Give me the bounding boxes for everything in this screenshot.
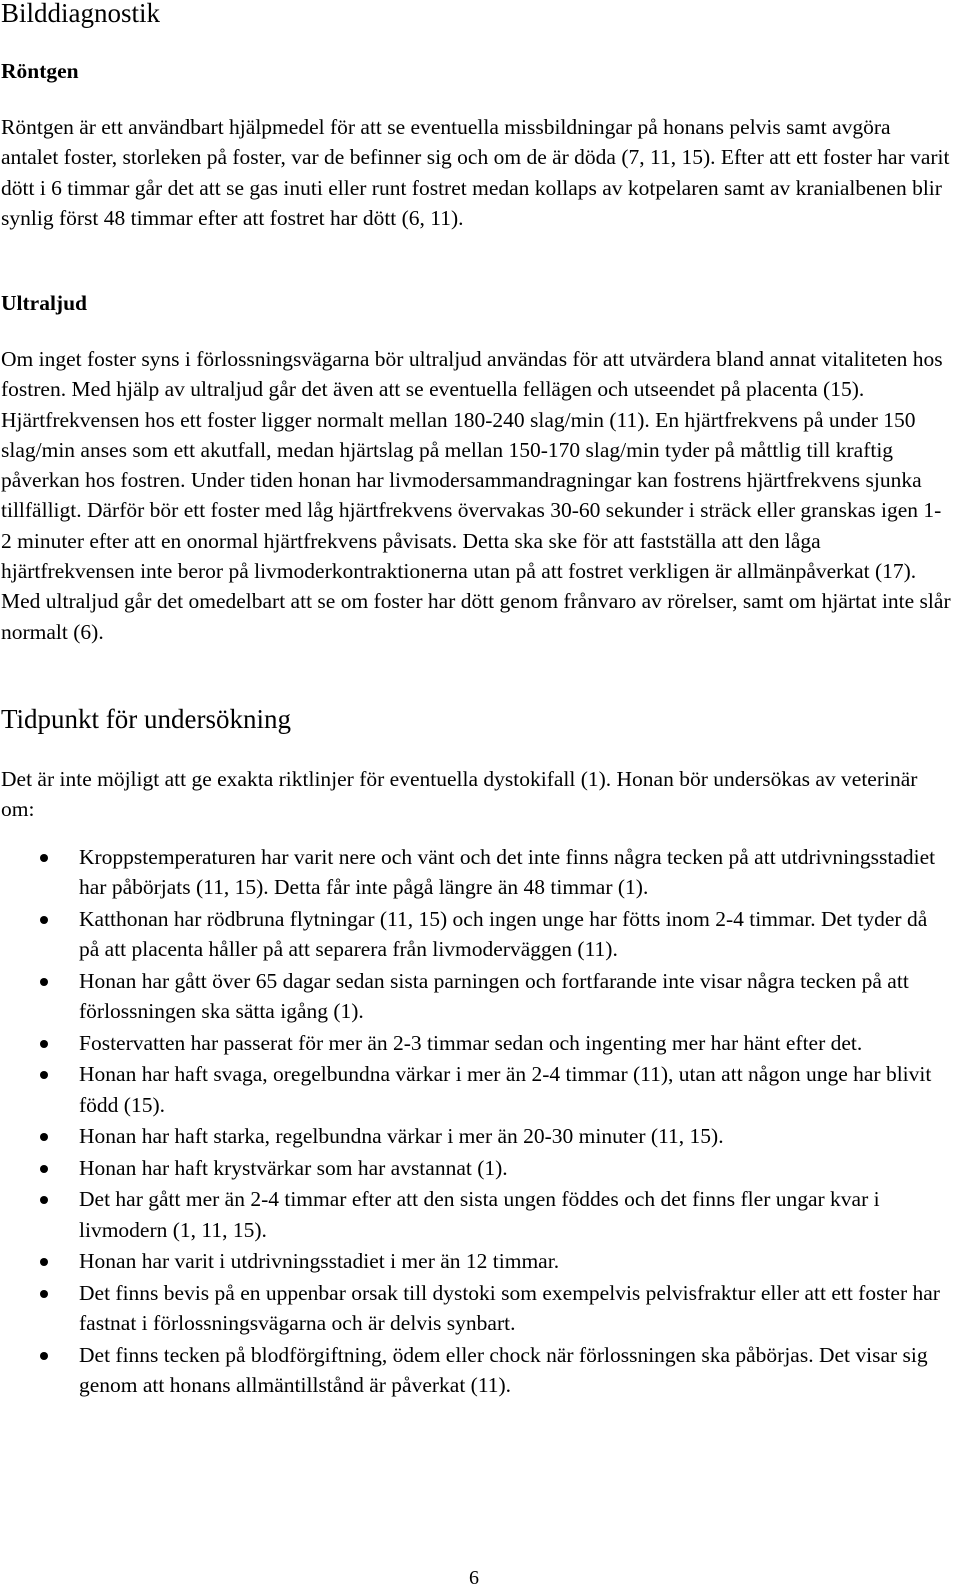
paragraph-rontgen: Röntgen är ett användbart hjälpmedel för att se eventuella missbildningar på honans pelvis samt avgöra antalet foster, storleken på foster, var de befinner sig och om de är döda (7, 11, 15). Efter att ett foster har varit dött i 6 timmar går det att se gas inuti eller runt fostret medan kollaps av kotpelaren samt av kranialbenen blir synlig först 48 timmar efter att fostret har dött (6, 11). bbox=[1, 115, 950, 230]
list-item bbox=[0, 1121, 951, 1151]
bullet-icon bbox=[40, 1196, 48, 1204]
list-item-text: Honan har haft krystvärkar som har avstannat (1). bbox=[79, 1155, 508, 1180]
list-item bbox=[0, 904, 951, 965]
list-item-text: Honan har haft starka, regelbundna värkar i mer än 20-30 minuter (11, 15). bbox=[79, 1124, 724, 1149]
list-item bbox=[0, 1184, 951, 1245]
bullet-icon bbox=[40, 1071, 48, 1079]
list-item bbox=[0, 1028, 951, 1058]
bullet-icon bbox=[40, 1133, 48, 1141]
bullet-icon bbox=[40, 1352, 48, 1360]
list-item-text: Det finns bevis på en uppenbar orsak till dystoki som exempelvis pelvisfraktur eller att ett foster har fastnat i förlossningsvägarna och är delvis synbart. bbox=[79, 1280, 940, 1336]
list-item bbox=[0, 842, 951, 903]
section-heading-rontgen: Röntgen bbox=[1, 59, 79, 83]
list-item bbox=[0, 1153, 951, 1183]
list-item-text: Honan har haft svaga, oregelbundna värkar i mer än 2-4 timmar (11), utan att någon unge har blivit född (15). bbox=[79, 1062, 932, 1117]
criteria-list bbox=[0, 842, 960, 1402]
paragraph-intro: Det är inte möjligt att ge exakta riktlinjer för eventuella dystokifall (1). Honan bör undersökas av veterinär om: bbox=[1, 767, 918, 822]
list-item bbox=[0, 1059, 951, 1120]
list-item-text: Det finns tecken på blodförgiftning, ödem eller chock när förlossningen ska påbörjas. Det visar sig genom att honans allmäntillstånd är påverkat (11). bbox=[79, 1342, 928, 1398]
list-item-text: Det har gått mer än 2-4 timmar efter att den sista ungen föddes och det finns fler ungar kvar i livmodern (1, 11, 15). bbox=[79, 1187, 880, 1242]
section-heading-ultraljud: Ultraljud bbox=[1, 291, 87, 315]
list-item-text: Fostervatten har passerat för mer än 2-3 timmar sedan och ingenting mer har hänt efter det. bbox=[79, 1030, 863, 1055]
list-item bbox=[0, 966, 951, 1027]
list-item bbox=[0, 1278, 951, 1339]
list-item-text: Honan har varit i utdrivningsstadiet i mer än 12 timmar. bbox=[79, 1249, 560, 1274]
section-title-tidpunkt: Tidpunkt för undersökning bbox=[1, 704, 292, 734]
page-number: 6 bbox=[469, 1567, 479, 1589]
bullet-icon bbox=[40, 1040, 48, 1048]
list-item bbox=[0, 1246, 951, 1276]
bullet-icon bbox=[40, 978, 48, 986]
bullet-icon bbox=[40, 1290, 48, 1298]
bullet-icon bbox=[40, 854, 48, 862]
list-item-text: Honan har gått över 65 dagar sedan sista parningen och fortfarande inte visar några tecken på att förlossningen ska sätta igång (1). bbox=[79, 968, 909, 1024]
list-item-text: Katthonan har rödbruna flytningar (11, 15) och ingen unge har fötts inom 2-4 timmar. Det tyder då på att placenta håller på att separera från livmoderväggen (11). bbox=[79, 906, 928, 962]
list-item bbox=[0, 1340, 951, 1401]
paragraph-ultraljud: Om inget foster syns i förlossningsvägarna bör ultraljud användas för att utvärdera bland annat vitaliteten hos fostren. Med hjälp av ultraljud går det även att se eventuella fellägen och utseendet på placenta (15). Hjärtfrekvensen hos ett foster ligger normalt mellan 180-240 slag/min (11). En hjärtfrekvens på under 150 slag/min anses som ett akutfall, medan hjärtslag på mellan 150-170 slag/min tyder på måttlig till kraftig påverkan hos fostren. Under tiden honan har livmodersammandragningar kan fostrens hjärtfrekvens sjunka tillfälligt. Därför bör ett foster med låg hjärtfrekvens övervakas 30-60 sekunder i sträck eller granskas igen 1-2 minuter efter att en onormal hjärtfrekvens påvisats. Detta ska ske för att fastställa att den låga hjärtfrekvensen inte beror på livmoderkontraktionerna utan på att fostret verkligen är allmänpåverkat (17). Med ultraljud går det omedelbart att se om foster har dött genom frånvaro av rörelser, samt om hjärtat inte slår normalt (6). bbox=[1, 347, 951, 644]
document-title: Bilddiagnostik bbox=[1, 0, 161, 28]
bullet-icon bbox=[40, 1165, 48, 1173]
list-item-text: Kroppstemperaturen har varit nere och vänt och det inte finns några tecken på att utdrivningsstadiet har påbörjats (11, 15). Detta får inte pågå längre än 48 timmar (1). bbox=[79, 845, 936, 900]
bullet-icon bbox=[40, 1258, 48, 1266]
bullet-icon bbox=[40, 916, 48, 924]
